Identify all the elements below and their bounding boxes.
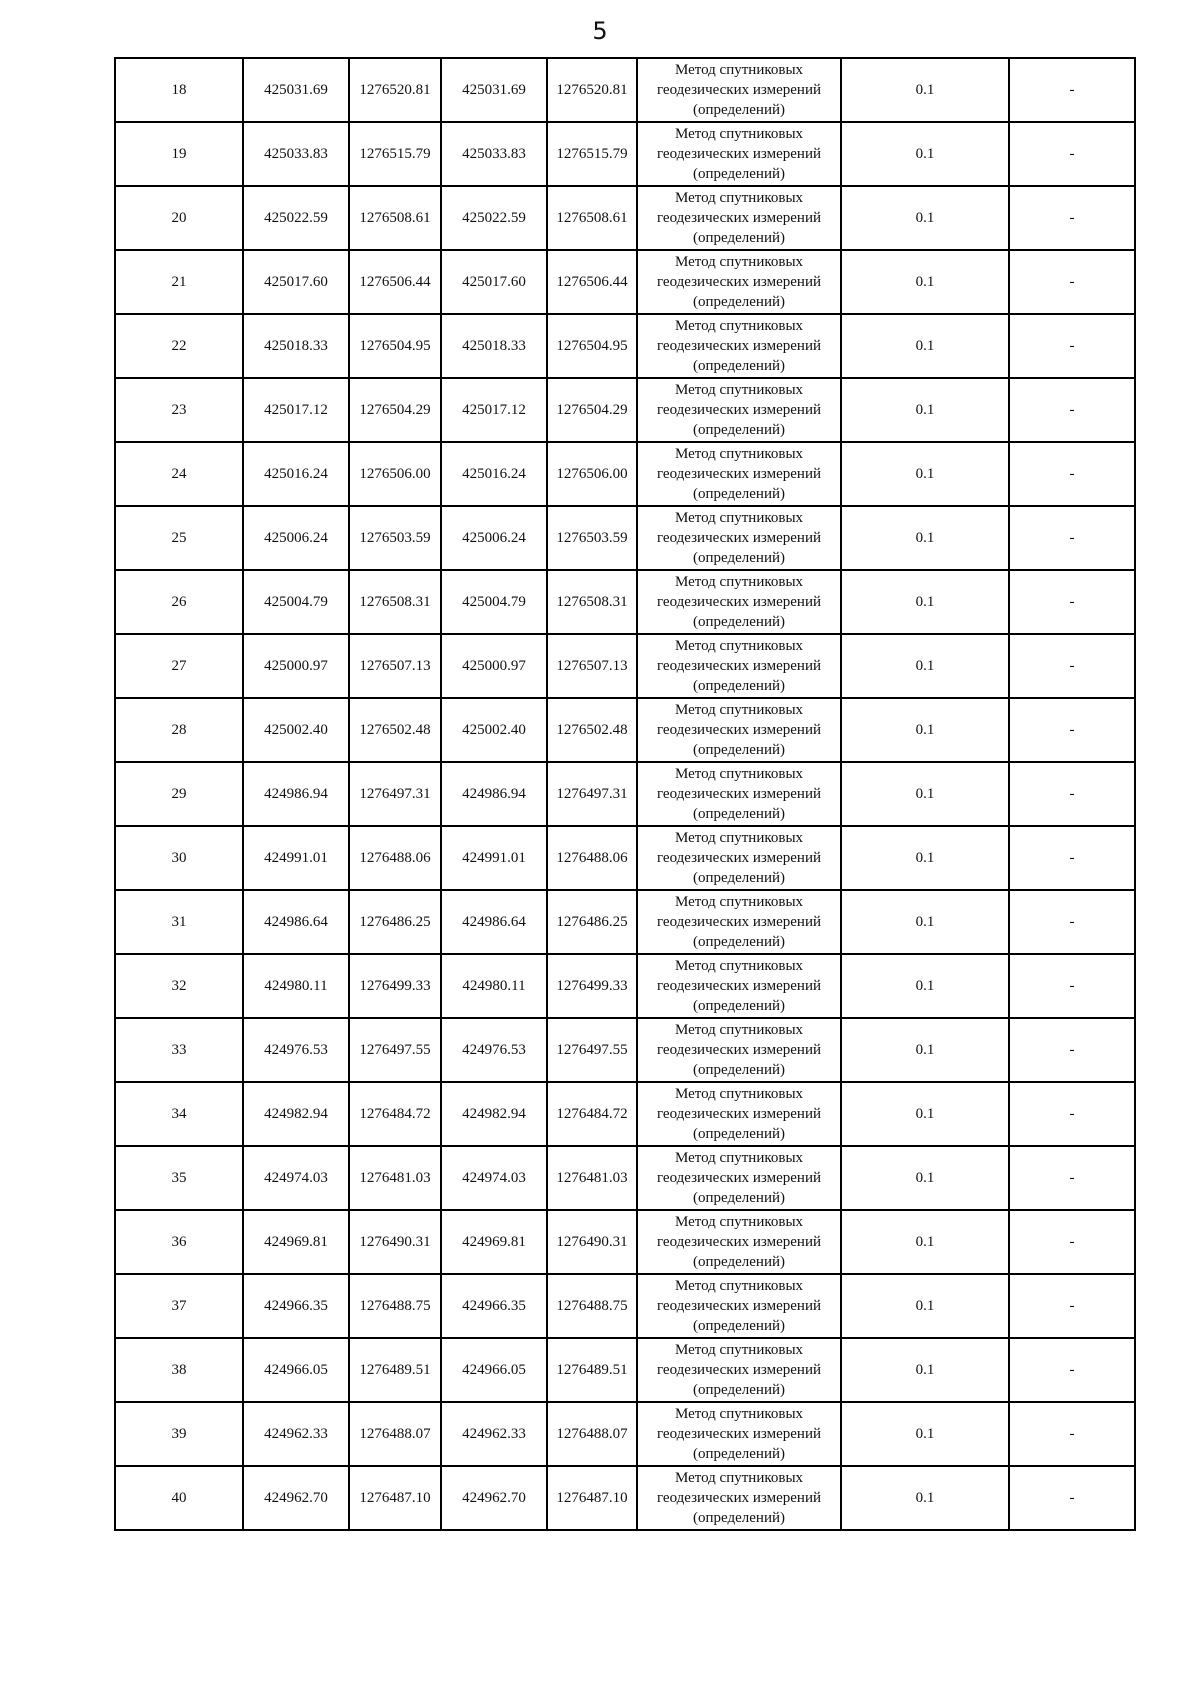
y-existing-cell: 1276489.51 [349,1338,441,1402]
y-refined-cell: 1276489.51 [547,1338,637,1402]
y-existing-cell: 1276520.81 [349,58,441,122]
precision-cell: 0.1 [841,1210,1009,1274]
x-existing-cell: 424982.94 [243,1082,349,1146]
precision-cell: 0.1 [841,314,1009,378]
precision-cell: 0.1 [841,442,1009,506]
x-existing-cell: 424980.11 [243,954,349,1018]
y-refined-cell: 1276508.31 [547,570,637,634]
y-existing-cell: 1276499.33 [349,954,441,1018]
table-row [115,634,1135,698]
x-existing-cell: 424966.05 [243,1338,349,1402]
x-refined-cell: 424966.35 [441,1274,547,1338]
table-row [115,1018,1135,1082]
y-refined-cell: 1276506.00 [547,442,637,506]
y-existing-cell: 1276488.07 [349,1402,441,1466]
x-existing-cell: 424969.81 [243,1210,349,1274]
method-cell: Метод спутниковых геодезических измерений (определений) [637,378,841,442]
table-row [115,58,1135,122]
note-cell: - [1009,634,1135,698]
y-existing-cell: 1276508.61 [349,186,441,250]
x-refined-cell: 424991.01 [441,826,547,890]
note-cell: - [1009,1466,1135,1530]
y-existing-cell: 1276488.06 [349,826,441,890]
note-cell: - [1009,1338,1135,1402]
table-row [115,250,1135,314]
method-cell: Метод спутниковых геодезических измерений (определений) [637,186,841,250]
y-existing-cell: 1276497.55 [349,1018,441,1082]
y-refined-cell: 1276484.72 [547,1082,637,1146]
point-number-cell: 33 [115,1018,243,1082]
x-refined-cell: 425017.60 [441,250,547,314]
y-existing-cell: 1276506.00 [349,442,441,506]
point-number-cell: 29 [115,762,243,826]
table-row [115,698,1135,762]
x-refined-cell: 424966.05 [441,1338,547,1402]
table-row [115,762,1135,826]
point-number-cell: 20 [115,186,243,250]
x-existing-cell: 425033.83 [243,122,349,186]
point-number-cell: 27 [115,634,243,698]
point-number-cell: 30 [115,826,243,890]
table-row [115,314,1135,378]
precision-cell: 0.1 [841,1402,1009,1466]
x-existing-cell: 425002.40 [243,698,349,762]
page-number: 5 [592,17,608,45]
method-cell: Метод спутниковых геодезических измерений (определений) [637,1402,841,1466]
note-cell: - [1009,442,1135,506]
y-existing-cell: 1276504.95 [349,314,441,378]
x-refined-cell: 424986.94 [441,762,547,826]
x-refined-cell: 425002.40 [441,698,547,762]
y-refined-cell: 1276520.81 [547,58,637,122]
point-number-cell: 26 [115,570,243,634]
y-refined-cell: 1276488.07 [547,1402,637,1466]
precision-cell: 0.1 [841,1146,1009,1210]
note-cell: - [1009,1210,1135,1274]
y-refined-cell: 1276481.03 [547,1146,637,1210]
precision-cell: 0.1 [841,698,1009,762]
y-refined-cell: 1276499.33 [547,954,637,1018]
y-existing-cell: 1276481.03 [349,1146,441,1210]
y-existing-cell: 1276490.31 [349,1210,441,1274]
x-existing-cell: 425031.69 [243,58,349,122]
point-number-cell: 34 [115,1082,243,1146]
method-cell: Метод спутниковых геодезических измерений (определений) [637,506,841,570]
y-refined-cell: 1276490.31 [547,1210,637,1274]
table-row [115,1274,1135,1338]
note-cell: - [1009,506,1135,570]
y-refined-cell: 1276504.95 [547,314,637,378]
method-cell: Метод спутниковых геодезических измерений (определений) [637,890,841,954]
point-number-cell: 32 [115,954,243,1018]
point-number-cell: 37 [115,1274,243,1338]
precision-cell: 0.1 [841,954,1009,1018]
method-cell: Метод спутниковых геодезических измерений (определений) [637,1274,841,1338]
x-refined-cell: 425000.97 [441,634,547,698]
precision-cell: 0.1 [841,250,1009,314]
precision-cell: 0.1 [841,1338,1009,1402]
y-refined-cell: 1276515.79 [547,122,637,186]
x-existing-cell: 425017.60 [243,250,349,314]
x-existing-cell: 425006.24 [243,506,349,570]
method-cell: Метод спутниковых геодезических измерений (определений) [637,250,841,314]
point-number-cell: 25 [115,506,243,570]
precision-cell: 0.1 [841,1466,1009,1530]
method-cell: Метод спутниковых геодезических измерений (определений) [637,826,841,890]
x-refined-cell: 425006.24 [441,506,547,570]
note-cell: - [1009,1018,1135,1082]
point-number-cell: 24 [115,442,243,506]
precision-cell: 0.1 [841,1018,1009,1082]
x-existing-cell: 424976.53 [243,1018,349,1082]
x-refined-cell: 424980.11 [441,954,547,1018]
y-existing-cell: 1276484.72 [349,1082,441,1146]
precision-cell: 0.1 [841,1274,1009,1338]
x-refined-cell: 424969.81 [441,1210,547,1274]
x-existing-cell: 424962.33 [243,1402,349,1466]
precision-cell: 0.1 [841,762,1009,826]
method-cell: Метод спутниковых геодезических измерений (определений) [637,1082,841,1146]
method-cell: Метод спутниковых геодезических измерений (определений) [637,122,841,186]
note-cell: - [1009,826,1135,890]
precision-cell: 0.1 [841,570,1009,634]
x-existing-cell: 425017.12 [243,378,349,442]
note-cell: - [1009,122,1135,186]
table-row [115,890,1135,954]
table-body [115,58,1135,1530]
y-existing-cell: 1276506.44 [349,250,441,314]
precision-cell: 0.1 [841,186,1009,250]
table-row [115,1466,1135,1530]
point-number-cell: 31 [115,890,243,954]
method-cell: Метод спутниковых геодезических измерений (определений) [637,1210,841,1274]
method-cell: Метод спутниковых геодезических измерений (определений) [637,762,841,826]
y-existing-cell: 1276508.31 [349,570,441,634]
x-refined-cell: 425033.83 [441,122,547,186]
table-row [115,378,1135,442]
x-refined-cell: 424962.70 [441,1466,547,1530]
point-number-cell: 18 [115,58,243,122]
point-number-cell: 39 [115,1402,243,1466]
method-cell: Метод спутниковых геодезических измерений (определений) [637,314,841,378]
note-cell: - [1009,954,1135,1018]
y-refined-cell: 1276488.75 [547,1274,637,1338]
x-refined-cell: 425022.59 [441,186,547,250]
precision-cell: 0.1 [841,58,1009,122]
point-number-cell: 36 [115,1210,243,1274]
method-cell: Метод спутниковых геодезических измерений (определений) [637,1338,841,1402]
table-row [115,1082,1135,1146]
y-existing-cell: 1276515.79 [349,122,441,186]
x-existing-cell: 425016.24 [243,442,349,506]
y-refined-cell: 1276497.55 [547,1018,637,1082]
point-number-cell: 38 [115,1338,243,1402]
precision-cell: 0.1 [841,634,1009,698]
y-refined-cell: 1276506.44 [547,250,637,314]
point-number-cell: 19 [115,122,243,186]
point-number-cell: 23 [115,378,243,442]
y-refined-cell: 1276488.06 [547,826,637,890]
x-refined-cell: 425016.24 [441,442,547,506]
note-cell: - [1009,186,1135,250]
point-number-cell: 21 [115,250,243,314]
coordinates-table [114,57,1136,1531]
precision-cell: 0.1 [841,122,1009,186]
precision-cell: 0.1 [841,1082,1009,1146]
x-refined-cell: 425031.69 [441,58,547,122]
x-existing-cell: 424991.01 [243,826,349,890]
y-refined-cell: 1276497.31 [547,762,637,826]
x-refined-cell: 424976.53 [441,1018,547,1082]
note-cell: - [1009,1402,1135,1466]
x-existing-cell: 425022.59 [243,186,349,250]
x-existing-cell: 425018.33 [243,314,349,378]
y-existing-cell: 1276504.29 [349,378,441,442]
y-refined-cell: 1276507.13 [547,634,637,698]
table-row [115,122,1135,186]
table-row [115,826,1135,890]
table-row [115,1402,1135,1466]
precision-cell: 0.1 [841,378,1009,442]
y-refined-cell: 1276486.25 [547,890,637,954]
y-existing-cell: 1276488.75 [349,1274,441,1338]
y-existing-cell: 1276486.25 [349,890,441,954]
note-cell: - [1009,378,1135,442]
x-existing-cell: 424986.94 [243,762,349,826]
method-cell: Метод спутниковых геодезических измерений (определений) [637,442,841,506]
y-refined-cell: 1276487.10 [547,1466,637,1530]
y-existing-cell: 1276507.13 [349,634,441,698]
note-cell: - [1009,570,1135,634]
x-refined-cell: 425018.33 [441,314,547,378]
table-row [115,954,1135,1018]
note-cell: - [1009,58,1135,122]
x-existing-cell: 424974.03 [243,1146,349,1210]
note-cell: - [1009,890,1135,954]
point-number-cell: 28 [115,698,243,762]
method-cell: Метод спутниковых геодезических измерений (определений) [637,570,841,634]
precision-cell: 0.1 [841,506,1009,570]
note-cell: - [1009,250,1135,314]
method-cell: Метод спутниковых геодезических измерений (определений) [637,1146,841,1210]
note-cell: - [1009,1082,1135,1146]
note-cell: - [1009,1146,1135,1210]
x-refined-cell: 424962.33 [441,1402,547,1466]
method-cell: Метод спутниковых геодезических измерений (определений) [637,698,841,762]
x-existing-cell: 424966.35 [243,1274,349,1338]
point-number-cell: 35 [115,1146,243,1210]
precision-cell: 0.1 [841,890,1009,954]
x-refined-cell: 425004.79 [441,570,547,634]
y-refined-cell: 1276504.29 [547,378,637,442]
x-refined-cell: 424982.94 [441,1082,547,1146]
table-row [115,186,1135,250]
y-existing-cell: 1276497.31 [349,762,441,826]
note-cell: - [1009,762,1135,826]
x-existing-cell: 424962.70 [243,1466,349,1530]
method-cell: Метод спутниковых геодезических измерений (определений) [637,954,841,1018]
point-number-cell: 40 [115,1466,243,1530]
x-existing-cell: 424986.64 [243,890,349,954]
table-row [115,570,1135,634]
x-existing-cell: 425004.79 [243,570,349,634]
note-cell: - [1009,1274,1135,1338]
x-existing-cell: 425000.97 [243,634,349,698]
table-row [115,1146,1135,1210]
y-existing-cell: 1276502.48 [349,698,441,762]
method-cell: Метод спутниковых геодезических измерений (определений) [637,634,841,698]
y-refined-cell: 1276502.48 [547,698,637,762]
y-existing-cell: 1276503.59 [349,506,441,570]
y-refined-cell: 1276503.59 [547,506,637,570]
precision-cell: 0.1 [841,826,1009,890]
x-refined-cell: 424974.03 [441,1146,547,1210]
x-refined-cell: 424986.64 [441,890,547,954]
note-cell: - [1009,314,1135,378]
y-refined-cell: 1276508.61 [547,186,637,250]
note-cell: - [1009,698,1135,762]
table-row [115,1338,1135,1402]
table-row [115,506,1135,570]
method-cell: Метод спутниковых геодезических измерений (определений) [637,1018,841,1082]
x-refined-cell: 425017.12 [441,378,547,442]
point-number-cell: 22 [115,314,243,378]
y-existing-cell: 1276487.10 [349,1466,441,1530]
table-row [115,1210,1135,1274]
table-row [115,442,1135,506]
method-cell: Метод спутниковых геодезических измерений (определений) [637,1466,841,1530]
method-cell: Метод спутниковых геодезических измерений (определений) [637,58,841,122]
